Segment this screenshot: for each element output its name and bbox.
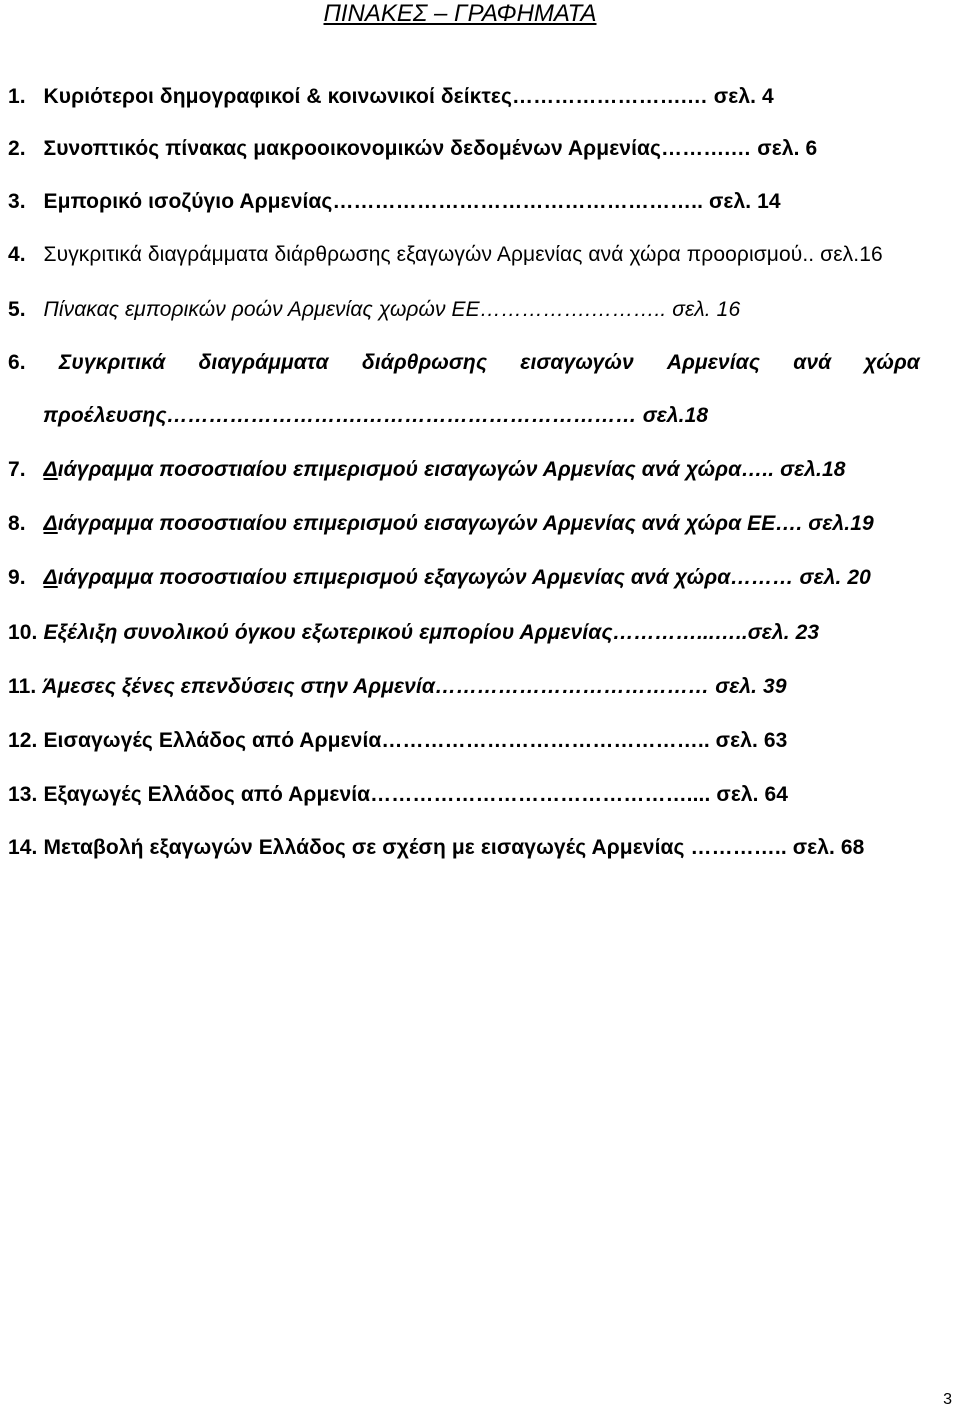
toc-item-number: 8. <box>8 512 26 535</box>
toc-item-10[interactable] <box>8 619 819 647</box>
toc-item-6-first-line <box>8 349 920 377</box>
toc-item-7[interactable] <box>8 456 846 484</box>
toc-item-text: Εξαγωγές Ελλάδος από Αρμενία……………………………………….... σελ. 64 <box>43 783 789 806</box>
page-number: 3 <box>943 1391 952 1408</box>
toc-item-text: Συνοπτικός πίνακας μακροοικονομικών δεδομένων Αρμενίας……….… σελ. 6 <box>43 137 818 160</box>
toc-item-initial: Δ <box>43 566 58 589</box>
toc-item-text: Άμεσες ξένες επενδύσεις στην Αρμενία………………………………… σελ. 39 <box>42 675 787 698</box>
toc-item-number: 14. <box>8 836 38 859</box>
toc-item-text: Εξέλιξη συνολικού όγκου εξωτερικού εμπορίου Αρμενίας…………...…..σελ. 23 <box>43 621 820 644</box>
toc-item-12[interactable] <box>8 727 787 755</box>
toc-item-number: 9. <box>8 566 26 589</box>
toc-item-text: ιάγραμμα ποσοστιαίου επιμερισμού εισαγωγών Αρμενίας ανά χώρα ΕΕ…. σελ.19 <box>57 512 874 535</box>
toc-word: εισαγωγών <box>520 351 634 374</box>
toc-item-initial: Δ <box>43 512 58 535</box>
toc-item-number: 4. <box>8 243 26 266</box>
toc-item-number: 12. <box>8 729 38 752</box>
toc-item-initial: Δ <box>43 458 58 481</box>
toc-item-11[interactable] <box>8 673 787 701</box>
toc-item-6-continuation: προέλευσης……………………….………………………………… σελ.18 <box>43 404 709 427</box>
toc-item-9[interactable] <box>8 564 871 592</box>
toc-item-text: Εισαγωγές Ελλάδος από Αρμενία……………………………………….. σελ. 63 <box>43 729 788 752</box>
toc-item-text: Εμπορικό ισοζύγιο Αρμενίας…………………………………………….. σελ. 14 <box>43 190 781 213</box>
toc-item-text: Συγκριτικά διαγράμματα διάρθρωσης εξαγωγών Αρμενίας ανά χώρα προορισμού.. σελ.16 <box>43 243 883 266</box>
toc-item-number: 7. <box>8 458 26 481</box>
toc-word: διαγράμματα <box>198 351 329 374</box>
toc-item-number: 6. <box>8 351 26 374</box>
toc-item-text: Μεταβολή εξαγωγών Ελλάδος σε σχέση με εισαγωγές Αρμενίας ………….. σελ. 68 <box>43 836 865 859</box>
toc-item-1[interactable] <box>8 83 774 111</box>
toc-word: διάρθρωσης <box>361 351 488 374</box>
toc-item-number: 11. <box>8 675 37 698</box>
toc-word: χώρα <box>864 351 920 374</box>
toc-item-text: Πίνακας εμπορικών ροών Αρμενίας χωρών ΕΕ…………….……….. σελ. 16 <box>43 298 741 321</box>
toc-item-number: 10. <box>8 621 38 644</box>
toc-item-4[interactable] <box>8 241 883 269</box>
toc-item-13[interactable] <box>8 781 788 809</box>
toc-item-text: ιάγραμμα ποσοστιαίου επιμερισμού εξαγωγών Αρμενίας ανά χώρα……… σελ. 20 <box>57 566 871 589</box>
toc-word: Συγκριτικά <box>58 351 166 374</box>
toc-item-number: 5. <box>8 298 26 321</box>
toc-item-text: ιάγραμμα ποσοστιαίου επιμερισμού εισαγωγών Αρμενίας ανά χώρα….. σελ.18 <box>57 458 846 481</box>
toc-item-text: Κυριότεροι δημογραφικοί & κοινωνικοί δείκτες…………………….… σελ. 4 <box>43 85 774 108</box>
toc-item-6[interactable] <box>8 349 920 377</box>
toc-item-5[interactable] <box>8 296 740 324</box>
page-title: ΠΙΝΑΚΕΣ – ΓΡΑΦΗΜΑΤΑ <box>323 0 597 27</box>
toc-item-2[interactable] <box>8 135 817 163</box>
toc-item-number: 1. <box>8 85 26 108</box>
toc-item-3[interactable] <box>8 188 781 216</box>
toc-item-number: 13. <box>8 783 38 806</box>
toc-item-14[interactable] <box>8 834 864 862</box>
toc-word: ανά <box>793 351 832 374</box>
toc-item-number: 2. <box>8 137 26 160</box>
toc-word: Αρμενίας <box>666 351 761 374</box>
toc-item-number: 3. <box>8 190 26 213</box>
toc-item-8[interactable] <box>8 510 874 538</box>
